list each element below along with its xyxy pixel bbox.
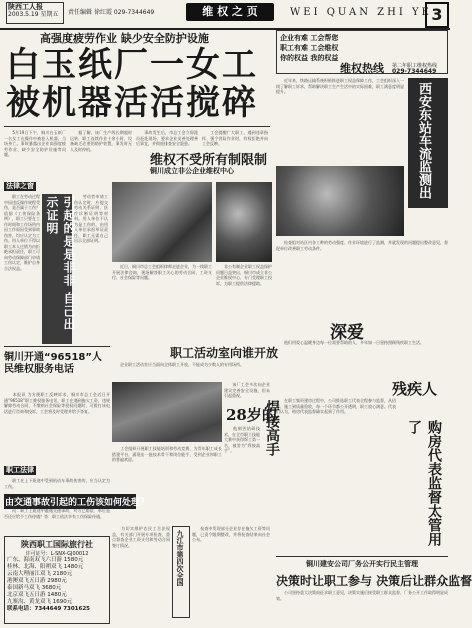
mid-side-body: 该厂工会多次向企业建议完善安全设施，但未引起重视。 xyxy=(224,382,270,398)
buy-rep-title: 购房代表监督太管用了 xyxy=(406,420,442,546)
ad-row: 广东、海南双飞六日游 1580元 xyxy=(7,557,84,563)
legal-window-body: 职工在劳动过程中因违反操作规程受伤，是否属于工伤？依据《工伤保险条例》，职工只要在工作时间和工作场所内因工作原因受到事故伤害，均应认定为工伤。用人单位不得以职工本人过错为由拒绝承担责任，职工可向劳动保障部门申请工伤认定，维护自身合法权益。 xyxy=(4,194,40,271)
page-number: 3 xyxy=(425,2,449,28)
vertical-mid-text: 九江市第四次全国 xyxy=(176,530,184,586)
traffic-injury-body: 问：职工上班途中遭遇交通事故，对方已赔偿，单位是否还应给予工伤待遇？答：职工依法享有工伤保险待遇。 xyxy=(4,508,110,519)
hotline-sub: 第二年职工维权热线 xyxy=(392,63,438,69)
hotline-story-title: 铜川开通“96518”人民维权服务电话 xyxy=(4,352,102,375)
divider xyxy=(4,126,270,127)
section-title: 维 权 之 页 xyxy=(186,3,274,21)
hotline-title: 维权热线 xyxy=(340,62,384,75)
info-left: 责任编辑 xyxy=(68,9,93,16)
mid-body-2: 工会组织开展职工技能培训和劳动竞赛，为青年职工成长搭建平台，涌现出一批技术骨干和岗位能手，受到企业和职工的普遍欢迎。 xyxy=(112,446,222,462)
age-headline: 焊接高手 xyxy=(264,400,280,456)
lead-headline: 白玉纸厂一女工被机器活活搅碎 xyxy=(6,45,258,123)
lead-body-col1: 5月19日下午，铜川白玉纸厂一名女工在操作中被卷入机器，当场身亡。事故暴露出企业高强度疲劳作业、缺少安全防护设施等问题。 xyxy=(4,130,66,157)
news-photo-3 xyxy=(112,382,222,442)
news-photo-4 xyxy=(276,166,404,236)
info-tel: 029-7344649 xyxy=(113,9,155,16)
masthead-info xyxy=(68,7,154,16)
slogan-line: 职工有难 工会维权 xyxy=(280,44,339,52)
news-photo-1 xyxy=(112,182,212,262)
news-photo-2 xyxy=(216,182,272,262)
hotline-tel: 029-7344649 xyxy=(392,68,437,75)
col2-body: 非公有制企业职工权益保护问题日益突出，铜川市成立非公企业维权中心，专门受理职工投诉，为职工提供法律援助。 xyxy=(216,264,272,286)
welder-body: 他刻苦钻研技术，在全市职工技能大赛中获得焊工第一名，被誉为“焊接高手”。 xyxy=(224,426,260,453)
legal-window-body2: 劳动者申请工伤认定时，应提交劳动关系证明、医疗诊断证明等材料。用人单位不认为是工伤的，由用人单位承担举证责任，职工无需自己出示全部证明。 xyxy=(74,194,108,243)
vertical-title: 西安东站车流监测出 xyxy=(416,82,431,199)
ad-row: 桂林、北海、阳朔双飞 1480元 xyxy=(7,564,84,570)
ad-row: 北京双飞五日游 1480元 xyxy=(7,592,67,598)
bottom-body: 公司坚持重大决策前征求职工意见，决策实施后接受职工群众监督，厂务公开工作取得明显成效。 xyxy=(276,590,448,601)
right-story-body2: 检查组对站区内各工种的劳动强度、作业环境进行了监测，并就发现的问题提出整改意见，督促单位改善职工劳动条件。 xyxy=(276,240,448,251)
buy-rep-body: 在职工集资建房过程中，公司推选职工代表全程参与监督，从招标、施工到质量验收，每一个环节都公开透明，职工放心满意。代表们认为，购房代表监督确实起到了作用。 xyxy=(276,398,396,414)
lead-body-col3: 事故发生后，市总工会立即派员赶赴现场，要求企业妥善处理善后事宜，并彻底排查安全隐患。 xyxy=(136,130,198,146)
photo-story-body: 近日，铜川市总工会组织律师走进企业，为一线职工开展法律咨询，现场解答职工关心的劳动合同、工资支付、社会保险等问题。 xyxy=(112,264,212,280)
ad-title: 陕西职工国际旅行社 xyxy=(21,540,93,549)
masthead-logo-box xyxy=(6,2,64,24)
bottom-banner: 铜川建安公司厂务公开实行民主管理 xyxy=(276,556,448,569)
middle-subtitle: 职工活动室向谁开放 xyxy=(170,346,279,360)
deep-love-title: 深爱 xyxy=(330,323,364,343)
ad-row: 泰国新马双飞 3680元 xyxy=(7,585,62,591)
bottom-headline: 决策时让职工参与 决策后让群众监督 xyxy=(276,574,472,588)
col2-sub: 铜川成立非公企业维权中心 xyxy=(150,167,234,175)
ad-row: 港澳双飞五日游 2980元 xyxy=(7,578,67,584)
mid-bottom-left: 为切实维护农民工合法权益，有关部门开展专项检查，重点督查企业工资支付和劳动合同签订情况。 xyxy=(112,526,170,548)
disabled-title: 残疾人 xyxy=(392,380,438,398)
legal-box-body: 职工在上下班途中受到机动车事故伤害的，应当认定为工伤。 xyxy=(4,478,110,489)
slogan-line: 企业有难 工会帮您 xyxy=(280,34,339,42)
deep-love-body: 他们用爱心温暖身边每一位需要帮助的人，多年如一日坚持照顾残疾职工生活。 xyxy=(276,340,424,345)
right-story-body: 近年来，铁路运输系统积极推进职工权益保障工作，工会组织深入一线了解职工诉求，帮助解决职工生产生活中的实际困难，职工满意度明显提升。 xyxy=(276,78,404,94)
lead-body-col2: 据了解，该厂生产线长期超时运转，职工连续作业十余小时，设备缺乏必要的防护装置，事发时无人及时停机。 xyxy=(70,130,132,152)
legal-box-title: 职工法律 xyxy=(6,466,34,474)
travel-ad xyxy=(4,536,110,624)
middle-intro: 企业职工活动室应当面向全体职工开放，不能成为少数人的专用场所。 xyxy=(112,362,244,367)
hotline-story-body: 本报讯 为方便职工反映诉求，铜川市总工会近日开通“96518”职工维权服务电话，职工在遇到拖欠工资、违规解除劳动合同、不缴纳社会保险等侵权问题时，可拨打该电话进行咨询和投诉，工会将及时受理并给予答复。 xyxy=(4,392,110,414)
slogan-line: 你的权益 我的权益 xyxy=(280,54,339,62)
lead-body-col4: 工会提醒广大职工，遇到违章指挥、强令冒险作业时，有权拒绝并向工会反映。 xyxy=(202,130,268,146)
divider xyxy=(4,346,110,347)
age-headline-num: 28岁的 xyxy=(226,406,277,424)
ad-row: 九寨沟、黄龙双飞 1690元 xyxy=(7,599,73,605)
info-editor: 徐红霞 xyxy=(93,9,112,16)
traffic-injury-title: 由交通事故引起的工伤该如何处理？ xyxy=(4,494,136,509)
section-pinyin: WEI QUAN ZHI YE xyxy=(290,7,432,18)
col2-banner: 维权不受所有制限制 xyxy=(150,153,268,168)
mid-bottom-right: 检查中发现部分企业存在拖欠工资等问题，已责令限期整改，并将检查结果向社会公布。 xyxy=(192,526,270,542)
ad-permit: 许可证号：L-SNX-GJ00012 xyxy=(25,551,89,557)
slogan-list xyxy=(280,33,338,63)
paper-name: 陕西工人报 xyxy=(8,3,43,11)
issue-date: 2003.5.19 星期五 xyxy=(8,11,59,18)
lead-kicker: 高强度疲劳作业 缺少安全防护设施 xyxy=(40,32,209,45)
ad-row: 云南大理丽江双飞 2180元 xyxy=(7,571,73,577)
vertical-headline: 引起的是是非非 自己出示证明 xyxy=(45,196,76,332)
legal-window-title: 法律之窗 xyxy=(6,182,34,190)
ad-phone: 联系电话：7344649 7301625 xyxy=(7,606,90,612)
